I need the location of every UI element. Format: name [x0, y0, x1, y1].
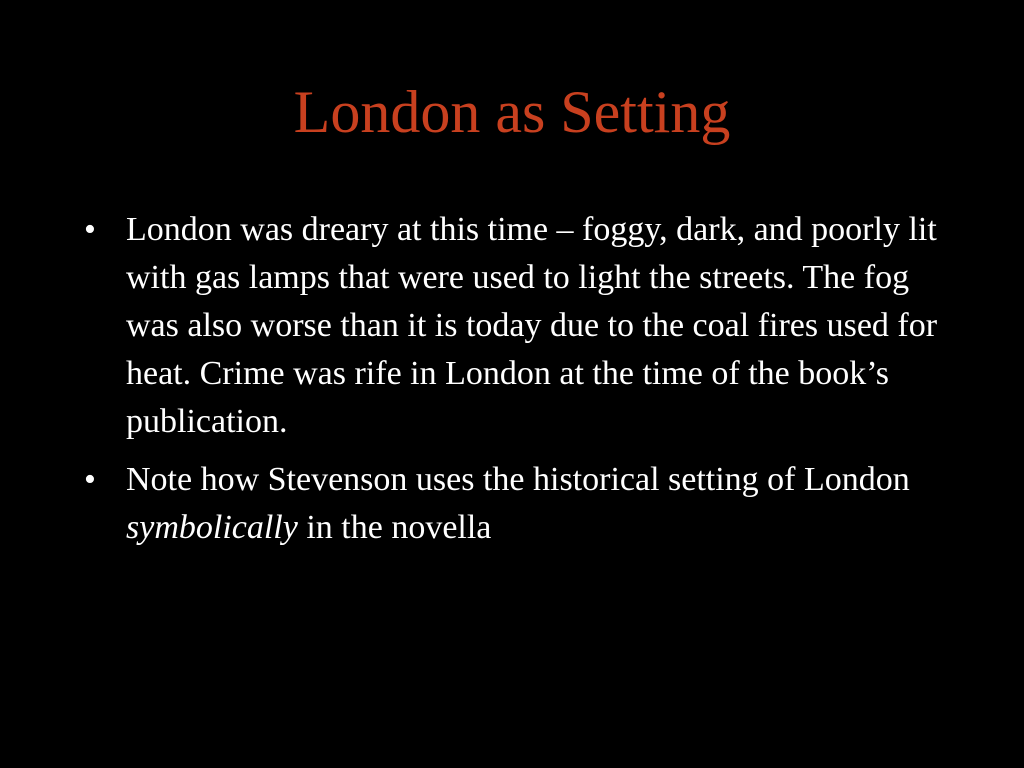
- bullet-icon: •: [84, 211, 96, 248]
- bullet-list: [84, 206, 954, 562]
- bullet-icon: •: [84, 461, 96, 498]
- bullet-text-prefix: Note how Stevenson uses the historical setting of London: [126, 461, 910, 498]
- bullet-text: London was dreary at this time – foggy, dark, and poorly lit with gas lamps that were used to light the streets. The fog was also worse than it is today due to the coal fires used for heat. Crime was rife in London at the time of the book’s publication.: [126, 211, 938, 440]
- slide-title: London as Setting: [293, 79, 731, 145]
- bullet-item: [84, 456, 954, 552]
- bullet-item: [84, 206, 954, 446]
- bullet-emphasis-text: symbolically: [126, 509, 298, 546]
- bullet-text-suffix: in the novella: [297, 509, 492, 546]
